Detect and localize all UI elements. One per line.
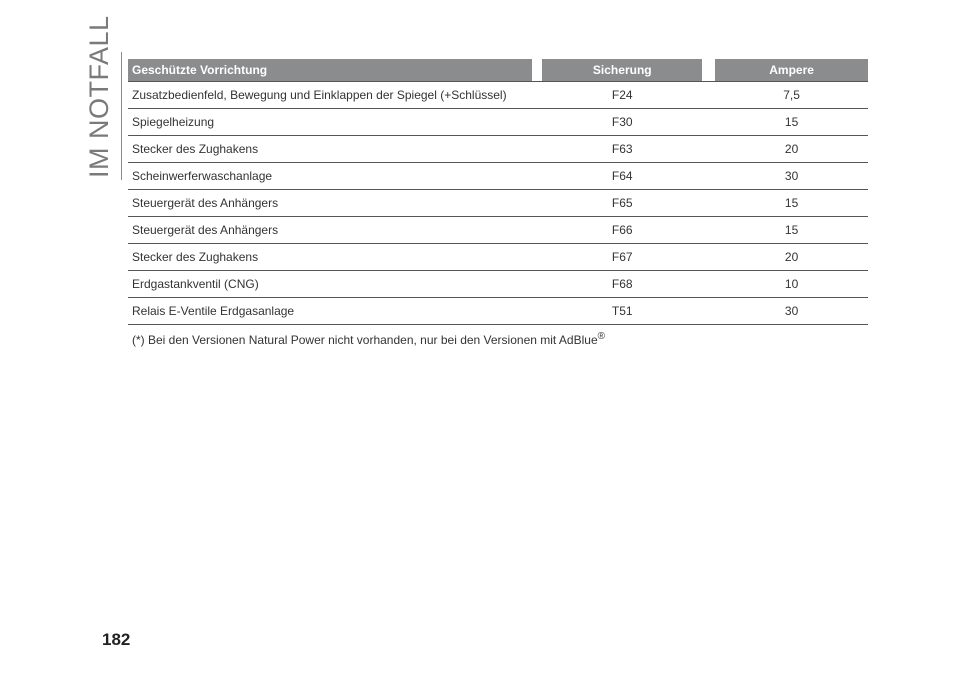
device-cell: Stecker des Zughakens [132, 250, 259, 264]
fuse-cell: F30 [611, 115, 633, 129]
table-body [128, 81, 868, 325]
fuse-cell: F24 [611, 88, 633, 102]
fuse-cell: F63 [611, 142, 633, 156]
fuse-cell: F68 [611, 277, 633, 291]
ampere-cell: 30 [784, 304, 799, 318]
table-row [128, 217, 868, 244]
table-row [128, 298, 868, 325]
table-row [128, 109, 868, 136]
ampere-cell: 20 [784, 250, 799, 264]
table-row [128, 136, 868, 163]
device-cell: Stecker des Zughakens [132, 142, 259, 156]
ampere-cell: 10 [784, 277, 799, 291]
registered-mark: ® [597, 331, 605, 342]
fuse-cell: F66 [611, 223, 633, 237]
ampere-cell: 20 [784, 142, 799, 156]
table-header [128, 59, 868, 81]
table-row [128, 81, 868, 109]
table-row [128, 190, 868, 217]
fuse-cell: F67 [611, 250, 633, 264]
ampere-cell: 7,5 [783, 88, 800, 102]
device-cell: Erdgastankventil (CNG) [132, 277, 259, 291]
header-protected-device: Geschützte Vorrichtung [128, 59, 532, 81]
device-cell: Spiegelheizung [132, 115, 215, 129]
ampere-cell: 15 [784, 223, 799, 237]
device-cell: Scheinwerferwaschanlage [132, 169, 273, 183]
ampere-cell: 15 [784, 115, 799, 129]
table-row [128, 163, 868, 190]
fuse-table [128, 59, 868, 347]
page-number: 182 [102, 630, 131, 649]
section-title: IM NOTFALL [84, 15, 114, 178]
device-cell: Zusatzbedienfeld, Bewegung und Einklappen der Spiegel (+Schlüssel) [132, 88, 507, 102]
ampere-cell: 30 [784, 169, 799, 183]
table-row [128, 244, 868, 271]
header-ampere: Ampere [715, 59, 868, 81]
footnote [128, 331, 868, 347]
fuse-cell: T51 [611, 304, 633, 318]
device-cell: Steuergerät des Anhängers [132, 223, 279, 237]
table-row [128, 271, 868, 298]
fuse-cell: F65 [611, 196, 633, 210]
device-cell: Relais E-Ventile Erdgasanlage [132, 304, 295, 318]
ampere-cell: 15 [784, 196, 799, 210]
section-divider [121, 52, 122, 180]
header-fuse: Sicherung [542, 59, 702, 81]
footnote-text: (*) Bei den Versionen Natural Power nicht vorhanden, nur bei den Versionen mit AdBlue [132, 333, 598, 347]
device-cell: Steuergerät des Anhängers [132, 196, 279, 210]
fuse-cell: F64 [611, 169, 633, 183]
